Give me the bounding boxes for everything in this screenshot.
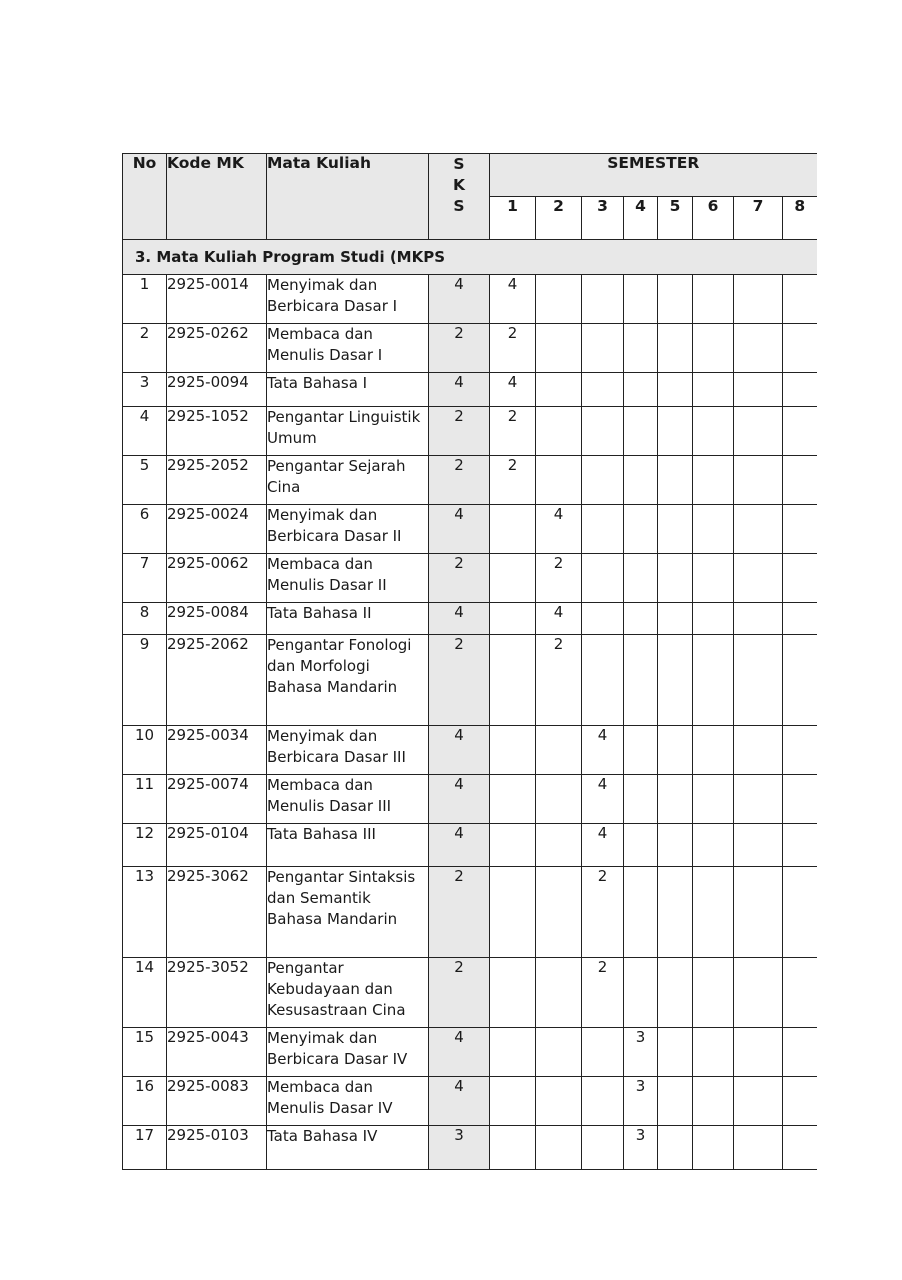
course-code: 2925-0014	[167, 275, 267, 324]
row-number: 6	[123, 505, 167, 554]
course-sks: 4	[429, 824, 490, 867]
course-sks: 4	[429, 603, 490, 635]
semester-8-cell	[783, 373, 817, 407]
semester-4-cell	[624, 603, 658, 635]
semester-2-cell: 2	[536, 554, 582, 603]
course-name: Menyimak dan Berbicara Dasar IV	[267, 1028, 429, 1077]
semester-7-cell	[734, 505, 783, 554]
semester-2-cell	[536, 456, 582, 505]
semester-4-cell	[624, 275, 658, 324]
row-number: 13	[123, 867, 167, 958]
semester-7-cell	[734, 373, 783, 407]
semester-2-cell	[536, 1126, 582, 1170]
semester-7-cell	[734, 726, 783, 775]
semester-1-cell	[490, 958, 536, 1028]
table-row	[123, 324, 817, 373]
course-sks: 4	[429, 775, 490, 824]
semester-7-cell	[734, 324, 783, 373]
header-semester: SEMESTER	[490, 154, 817, 197]
semester-2-cell	[536, 867, 582, 958]
semester-8-cell	[783, 1028, 817, 1077]
semester-3-cell	[582, 1028, 624, 1077]
header-semester-1: 1	[490, 197, 536, 240]
table-row	[123, 1077, 817, 1126]
semester-7-cell	[734, 407, 783, 456]
course-name: Menyimak dan Berbicara Dasar III	[267, 726, 429, 775]
table-row	[123, 824, 817, 867]
semester-4-cell	[624, 324, 658, 373]
semester-7-cell	[734, 824, 783, 867]
course-name: Tata Bahasa III	[267, 824, 429, 867]
semester-1-cell	[490, 824, 536, 867]
course-code: 2925-0024	[167, 505, 267, 554]
semester-5-cell	[658, 1077, 693, 1126]
course-sks: 4	[429, 505, 490, 554]
table-row	[123, 554, 817, 603]
semester-4-cell	[624, 373, 658, 407]
semester-8-cell	[783, 275, 817, 324]
table-body	[123, 240, 817, 1170]
row-number: 1	[123, 275, 167, 324]
course-code: 2925-0043	[167, 1028, 267, 1077]
course-name: Membaca dan Menulis Dasar IV	[267, 1077, 429, 1126]
semester-2-cell	[536, 275, 582, 324]
semester-5-cell	[658, 775, 693, 824]
semester-5-cell	[658, 407, 693, 456]
semester-5-cell	[658, 635, 693, 726]
semester-4-cell	[624, 505, 658, 554]
semester-6-cell	[693, 1126, 734, 1170]
semester-4-cell	[624, 635, 658, 726]
semester-1-cell: 4	[490, 373, 536, 407]
semester-6-cell	[693, 726, 734, 775]
row-number: 4	[123, 407, 167, 456]
semester-3-cell: 2	[582, 867, 624, 958]
course-name: Menyimak dan Berbicara Dasar II	[267, 505, 429, 554]
semester-8-cell	[783, 407, 817, 456]
semester-8-cell	[783, 1077, 817, 1126]
semester-3-cell	[582, 1077, 624, 1126]
semester-8-cell	[783, 505, 817, 554]
semester-7-cell	[734, 1077, 783, 1126]
semester-5-cell	[658, 824, 693, 867]
semester-3-cell	[582, 407, 624, 456]
semester-6-cell	[693, 603, 734, 635]
course-sks: 2	[429, 456, 490, 505]
semester-6-cell	[693, 407, 734, 456]
header-semester-6: 6	[693, 197, 734, 240]
row-number: 10	[123, 726, 167, 775]
semester-1-cell	[490, 1028, 536, 1077]
table-row	[123, 505, 817, 554]
course-table	[122, 153, 817, 1170]
semester-3-cell: 4	[582, 824, 624, 867]
semester-8-cell	[783, 324, 817, 373]
course-name: Pengantar Kebudayaan dan Kesusastraan Cina	[267, 958, 429, 1028]
semester-2-cell	[536, 1077, 582, 1126]
semester-1-cell	[490, 554, 536, 603]
semester-8-cell	[783, 958, 817, 1028]
table-row	[123, 867, 817, 958]
semester-6-cell	[693, 1028, 734, 1077]
course-sks: 2	[429, 635, 490, 726]
semester-1-cell	[490, 1077, 536, 1126]
semester-6-cell	[693, 1077, 734, 1126]
course-name: Tata Bahasa IV	[267, 1126, 429, 1170]
course-sks: 4	[429, 1077, 490, 1126]
table-row	[123, 775, 817, 824]
semester-7-cell	[734, 554, 783, 603]
table-row	[123, 373, 817, 407]
semester-8-cell	[783, 775, 817, 824]
header-semester-8: 8	[783, 197, 817, 240]
course-code: 2925-0034	[167, 726, 267, 775]
semester-8-cell	[783, 635, 817, 726]
semester-5-cell	[658, 554, 693, 603]
semester-5-cell	[658, 1028, 693, 1077]
semester-7-cell	[734, 275, 783, 324]
header-kode-mk: Kode MK	[167, 154, 267, 240]
course-sks: 2	[429, 407, 490, 456]
semester-5-cell	[658, 505, 693, 554]
table-row	[123, 635, 817, 726]
semester-5-cell	[658, 1126, 693, 1170]
row-number: 5	[123, 456, 167, 505]
course-sks: 4	[429, 373, 490, 407]
semester-3-cell	[582, 603, 624, 635]
semester-2-cell	[536, 726, 582, 775]
course-sks: 3	[429, 1126, 490, 1170]
semester-3-cell	[582, 275, 624, 324]
course-code: 2925-0104	[167, 824, 267, 867]
course-code: 2925-0074	[167, 775, 267, 824]
semester-2-cell: 4	[536, 505, 582, 554]
course-code: 2925-1052	[167, 407, 267, 456]
semester-2-cell: 2	[536, 635, 582, 726]
semester-3-cell	[582, 456, 624, 505]
course-name: Tata Bahasa II	[267, 603, 429, 635]
header-semester-3: 3	[582, 197, 624, 240]
semester-4-cell	[624, 407, 658, 456]
course-sks: 2	[429, 324, 490, 373]
course-name: Pengantar Fonologi dan Morfologi Bahasa Mandarin	[267, 635, 429, 726]
semester-2-cell	[536, 324, 582, 373]
semester-1-cell: 4	[490, 275, 536, 324]
semester-1-cell	[490, 1126, 536, 1170]
semester-2-cell: 4	[536, 603, 582, 635]
semester-5-cell	[658, 324, 693, 373]
semester-4-cell	[624, 775, 658, 824]
semester-7-cell	[734, 1028, 783, 1077]
semester-6-cell	[693, 505, 734, 554]
row-number: 8	[123, 603, 167, 635]
row-number: 9	[123, 635, 167, 726]
semester-2-cell	[536, 958, 582, 1028]
row-number: 14	[123, 958, 167, 1028]
semester-7-cell	[734, 867, 783, 958]
semester-2-cell	[536, 373, 582, 407]
semester-8-cell	[783, 456, 817, 505]
header-sks-letter: S	[453, 197, 465, 215]
semester-3-cell: 2	[582, 958, 624, 1028]
row-number: 11	[123, 775, 167, 824]
semester-6-cell	[693, 635, 734, 726]
semester-5-cell	[658, 275, 693, 324]
semester-5-cell	[658, 726, 693, 775]
table-row	[123, 958, 817, 1028]
semester-7-cell	[734, 603, 783, 635]
semester-4-cell: 3	[624, 1126, 658, 1170]
semester-2-cell	[536, 407, 582, 456]
course-code: 2925-0262	[167, 324, 267, 373]
semester-3-cell: 4	[582, 775, 624, 824]
table-row	[123, 1028, 817, 1077]
course-code: 2925-0084	[167, 603, 267, 635]
course-name: Pengantar Linguistik Umum	[267, 407, 429, 456]
header-sks	[429, 154, 490, 240]
row-number: 7	[123, 554, 167, 603]
course-code: 2925-0094	[167, 373, 267, 407]
semester-3-cell	[582, 554, 624, 603]
semester-4-cell: 3	[624, 1028, 658, 1077]
course-sks: 2	[429, 867, 490, 958]
semester-2-cell	[536, 1028, 582, 1077]
semester-4-cell	[624, 824, 658, 867]
course-name: Tata Bahasa I	[267, 373, 429, 407]
semester-6-cell	[693, 867, 734, 958]
header-semester-2: 2	[536, 197, 582, 240]
semester-2-cell	[536, 775, 582, 824]
semester-3-cell	[582, 324, 624, 373]
semester-6-cell	[693, 275, 734, 324]
semester-1-cell: 2	[490, 324, 536, 373]
semester-4-cell	[624, 867, 658, 958]
semester-6-cell	[693, 324, 734, 373]
semester-6-cell	[693, 456, 734, 505]
semester-7-cell	[734, 456, 783, 505]
row-number: 3	[123, 373, 167, 407]
semester-8-cell	[783, 726, 817, 775]
semester-6-cell	[693, 958, 734, 1028]
semester-4-cell	[624, 726, 658, 775]
section-row	[123, 240, 817, 275]
header-semester-5: 5	[658, 197, 693, 240]
semester-1-cell	[490, 867, 536, 958]
course-sks: 2	[429, 958, 490, 1028]
section-title: 3. Mata Kuliah Program Studi (MKPS	[123, 240, 817, 275]
course-code: 2925-2052	[167, 456, 267, 505]
course-sks: 4	[429, 1028, 490, 1077]
semester-1-cell	[490, 603, 536, 635]
course-name: Membaca dan Menulis Dasar I	[267, 324, 429, 373]
course-code: 2925-0083	[167, 1077, 267, 1126]
semester-6-cell	[693, 824, 734, 867]
table-row	[123, 726, 817, 775]
course-name: Membaca dan Menulis Dasar III	[267, 775, 429, 824]
semester-5-cell	[658, 958, 693, 1028]
semester-7-cell	[734, 958, 783, 1028]
semester-1-cell	[490, 635, 536, 726]
semester-4-cell	[624, 554, 658, 603]
course-name: Membaca dan Menulis Dasar II	[267, 554, 429, 603]
header-sks-letter: K	[452, 176, 465, 194]
course-name: Pengantar Sintaksis dan Semantik Bahasa Mandarin	[267, 867, 429, 958]
table-row	[123, 407, 817, 456]
semester-5-cell	[658, 456, 693, 505]
semester-8-cell	[783, 824, 817, 867]
course-sks: 2	[429, 554, 490, 603]
semester-3-cell	[582, 1126, 624, 1170]
semester-6-cell	[693, 775, 734, 824]
header-semester-7: 7	[734, 197, 783, 240]
semester-1-cell	[490, 505, 536, 554]
semester-1-cell: 2	[490, 456, 536, 505]
semester-1-cell: 2	[490, 407, 536, 456]
semester-8-cell	[783, 603, 817, 635]
semester-4-cell	[624, 456, 658, 505]
row-number: 2	[123, 324, 167, 373]
course-name: Menyimak dan Berbicara Dasar I	[267, 275, 429, 324]
semester-4-cell	[624, 958, 658, 1028]
course-name: Pengantar Sejarah Cina	[267, 456, 429, 505]
row-number: 17	[123, 1126, 167, 1170]
header-no: No	[123, 154, 167, 240]
course-sks: 4	[429, 275, 490, 324]
semester-6-cell	[693, 373, 734, 407]
table-row	[123, 456, 817, 505]
semester-3-cell	[582, 505, 624, 554]
semester-8-cell	[783, 1126, 817, 1170]
course-code: 2925-0103	[167, 1126, 267, 1170]
header-mata-kuliah: Mata Kuliah	[267, 154, 429, 240]
course-code: 2925-2062	[167, 635, 267, 726]
header-sks-letter: S	[453, 155, 465, 173]
course-code: 2925-3062	[167, 867, 267, 958]
table-row	[123, 1126, 817, 1170]
course-code: 2925-0062	[167, 554, 267, 603]
semester-6-cell	[693, 554, 734, 603]
semester-8-cell	[783, 554, 817, 603]
row-number: 12	[123, 824, 167, 867]
semester-7-cell	[734, 635, 783, 726]
semester-1-cell	[490, 726, 536, 775]
course-code: 2925-3052	[167, 958, 267, 1028]
semester-3-cell	[582, 635, 624, 726]
semester-8-cell	[783, 867, 817, 958]
semester-5-cell	[658, 867, 693, 958]
course-sks: 4	[429, 726, 490, 775]
row-number: 15	[123, 1028, 167, 1077]
row-number: 16	[123, 1077, 167, 1126]
semester-4-cell: 3	[624, 1077, 658, 1126]
semester-5-cell	[658, 373, 693, 407]
semester-7-cell	[734, 1126, 783, 1170]
semester-3-cell: 4	[582, 726, 624, 775]
table-row	[123, 603, 817, 635]
semester-1-cell	[490, 775, 536, 824]
table-row	[123, 275, 817, 324]
semester-3-cell	[582, 373, 624, 407]
semester-7-cell	[734, 775, 783, 824]
semester-5-cell	[658, 603, 693, 635]
semester-2-cell	[536, 824, 582, 867]
header-semester-4: 4	[624, 197, 658, 240]
